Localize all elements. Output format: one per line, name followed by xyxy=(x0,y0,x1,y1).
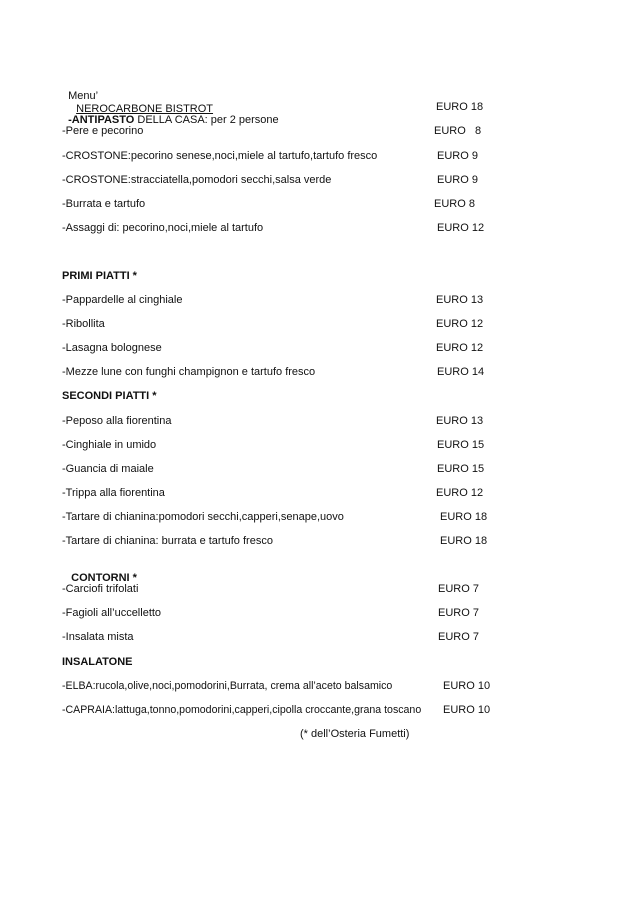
menu-item-name: -Fagioli all’uccelletto xyxy=(62,607,162,619)
menu-item-name: -Tartare di chianina: burrata e tartufo fresco xyxy=(62,535,273,547)
menu-item-price: EURO 13 xyxy=(436,294,484,306)
menu-item-name: -Cinghiale in umido xyxy=(62,439,157,451)
menu-item-price: EURO 7 xyxy=(438,607,479,619)
menu-item-price: EURO 8 xyxy=(434,198,475,210)
menu-item-bold: -ANTIPASTO xyxy=(68,114,135,126)
menu-item-price: EURO 7 xyxy=(438,583,479,595)
menu-item-price: EURO 18 xyxy=(440,535,488,547)
menu-item-name: -Assaggi di: pecorino,noci,miele al tartufo xyxy=(62,222,264,234)
menu-item-name: -CAPRAIA:lattuga,tonno,pomodorini,capperi,cipolla croccante,grana toscano xyxy=(62,704,422,716)
menu-item-name: DELLA CASA: per 2 persone xyxy=(134,114,279,126)
menu-item-price: EURO 12 xyxy=(436,342,484,354)
section-heading-secondi: SECONDI PIATTI * xyxy=(62,390,157,402)
menu-item-name: -Pere e pecorino xyxy=(62,125,144,137)
menu-item-price: EURO 12 xyxy=(436,487,484,499)
menu-item-price: EURO 8 xyxy=(434,125,482,137)
menu-item-price: EURO 9 xyxy=(437,174,478,186)
menu-item-name: -Carciofi trifolati xyxy=(62,583,139,595)
menu-item-price: EURO 15 xyxy=(437,463,485,475)
menu-item-name: -Guancia di maiale xyxy=(62,463,154,475)
menu-item-price: EURO 18 xyxy=(436,101,484,113)
menu-item-name: -Burrata e tartufo xyxy=(62,198,146,210)
menu-item-price: EURO 7 xyxy=(438,631,479,643)
section-heading-contorni xyxy=(63,559,137,585)
menu-item-price: EURO 9 xyxy=(437,150,478,162)
menu-item xyxy=(62,101,279,127)
section-heading-insalatone: INSALATONE xyxy=(62,656,133,668)
menu-item-name: -ELBA:rucola,olive,noci,pomodorini,Burrata, crema all’aceto balsamico xyxy=(62,680,393,692)
menu-item-name: -Lasagna bolognese xyxy=(62,342,162,354)
menu-item-name: -Trippa alla fiorentina xyxy=(62,487,165,499)
menu-item-price: EURO 14 xyxy=(437,366,485,378)
menu-item-name: -Ribollita xyxy=(62,318,105,330)
menu-item-name: -Mezze lune con funghi champignon e tartufo fresco xyxy=(62,366,316,378)
menu-item-name: -Insalata mista xyxy=(62,631,134,643)
menu-item-price: EURO 13 xyxy=(436,415,484,427)
menu-item-price: EURO 12 xyxy=(437,222,485,234)
contorni-heading-text: CONTORNI * xyxy=(71,572,137,584)
menu-item-price: EURO 10 xyxy=(443,680,491,692)
menu-item-name: -Pappardelle al cinghiale xyxy=(62,294,183,306)
menu-item-price: EURO 18 xyxy=(440,511,488,523)
menu-item-price: EURO 15 xyxy=(437,439,485,451)
menu-item-name: -CROSTONE:pecorino senese,noci,miele al tartufo,tartufo fresco xyxy=(62,150,378,162)
menu-item-price: EURO 12 xyxy=(436,318,484,330)
section-heading-primi: PRIMI PIATTI * xyxy=(62,270,137,282)
menu-item-name: -Tartare di chianina:pomodori secchi,capperi,senape,uovo xyxy=(62,511,344,523)
menu-item-name: -CROSTONE:stracciatella,pomodori secchi,salsa verde xyxy=(62,174,332,186)
menu-item-name: -Peposo alla fiorentina xyxy=(62,415,172,427)
menu-item-price: EURO 10 xyxy=(443,704,491,716)
menu-prefix: Menu’ xyxy=(68,90,99,102)
footnote: (* dell’Osteria Fumetti) xyxy=(300,728,410,740)
restaurant-name: NEROCARBONE BISTROT xyxy=(76,103,214,115)
